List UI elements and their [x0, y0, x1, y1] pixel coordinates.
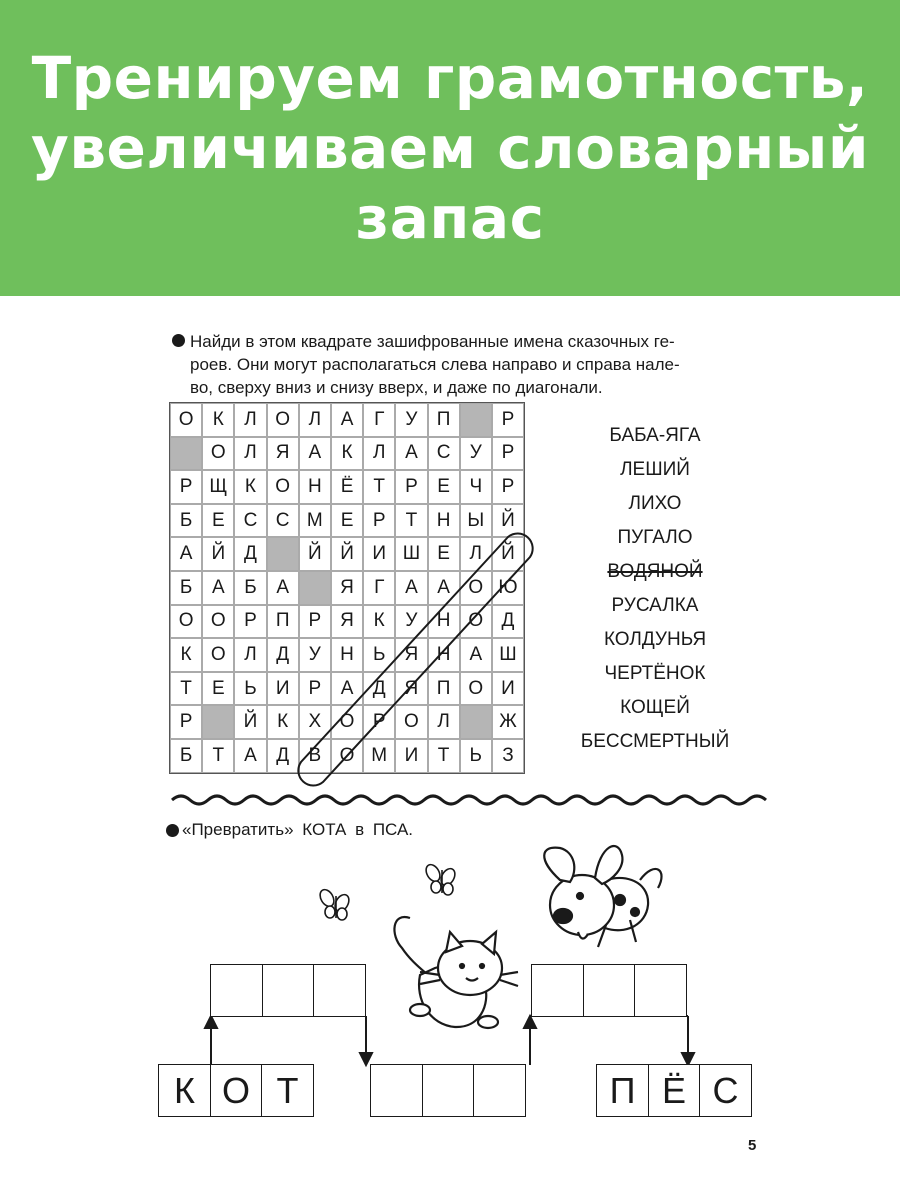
grid-cell: О	[331, 705, 363, 739]
grid-cell: Л	[428, 705, 460, 739]
letter-box: К	[158, 1064, 211, 1117]
grid-cell: Т	[363, 470, 395, 504]
grid-cell: Б	[170, 739, 202, 773]
answer-box[interactable]	[210, 964, 263, 1017]
grid-cell: Ж	[492, 705, 524, 739]
transform-arrows	[205, 1016, 694, 1065]
grid-cell: Х	[299, 705, 331, 739]
grid-cell: Р	[363, 705, 395, 739]
instruction-line: роев. Они могут располагаться слева направо и справа нале-	[190, 355, 680, 374]
word-list-item: КОЛДУНЬЯ	[603, 629, 707, 650]
grid-cell: М	[299, 504, 331, 538]
word-list-item: ПУГАЛО	[617, 527, 693, 548]
grid-cell: Ё	[331, 470, 363, 504]
grid-cell: Я	[395, 672, 427, 706]
word-list-item: КОЩЕЙ	[620, 697, 690, 718]
answer-box[interactable]	[531, 964, 584, 1017]
grid-cell: А	[234, 739, 266, 773]
grid-cell: О	[331, 739, 363, 773]
grid-cell: М	[363, 739, 395, 773]
grid-cell: Ш	[492, 638, 524, 672]
answer-box[interactable]	[583, 964, 636, 1017]
grid-cell: У	[460, 437, 492, 471]
grid-cell: Д	[234, 537, 266, 571]
grid-cell: Д	[363, 672, 395, 706]
instruction-line: Найди в этом квадрате зашифрованные имена сказочных ге-	[190, 332, 675, 351]
grid-cell: С	[234, 504, 266, 538]
grid-cell: А	[267, 571, 299, 605]
grid-cell: Я	[331, 605, 363, 639]
instruction-line: во, сверху вниз и снизу вверх, и даже по диагонали.	[190, 378, 603, 397]
grid-cell: И	[363, 537, 395, 571]
butterfly-icon	[423, 862, 457, 895]
grid-cell: П	[428, 672, 460, 706]
word-list-item: ЛИХО	[628, 493, 682, 514]
grid-cell: О	[460, 605, 492, 639]
grid-cell: Й	[331, 537, 363, 571]
grid-cell: Р	[170, 705, 202, 739]
grid-cell: Л	[234, 638, 266, 672]
grid-cell: О	[395, 705, 427, 739]
grid-cell: Л	[234, 437, 266, 471]
answer-box[interactable]	[634, 964, 687, 1017]
word-list	[565, 419, 745, 759]
grid-cell: О	[202, 638, 234, 672]
grid-cell: Ш	[395, 537, 427, 571]
task1-instruction	[190, 330, 750, 399]
grid-cell: К	[331, 437, 363, 471]
grid-cell: С	[267, 504, 299, 538]
word-list-item-struck: ВОДЯНОЙ	[607, 561, 703, 582]
grid-cell: К	[234, 470, 266, 504]
grid-cell-blank	[460, 403, 492, 437]
grid-cell: П	[428, 403, 460, 437]
grid-cell: У	[395, 605, 427, 639]
grid-cell: А	[395, 571, 427, 605]
header-title-line: запас	[355, 184, 545, 252]
grid-cell: О	[267, 403, 299, 437]
grid-cell: Р	[170, 470, 202, 504]
grid-cell: Н	[299, 470, 331, 504]
grid-cell: А	[428, 571, 460, 605]
wavy-divider	[172, 796, 766, 804]
grid-cell: Г	[363, 403, 395, 437]
word-search-grid	[169, 402, 525, 774]
grid-cell: Я	[331, 571, 363, 605]
grid-cell: Н	[428, 605, 460, 639]
word-list-item: ЛЕШИЙ	[620, 459, 690, 480]
grid-cell: Ь	[234, 672, 266, 706]
grid-cell: О	[170, 403, 202, 437]
start-word-boxes	[158, 1064, 314, 1117]
end-word-boxes	[596, 1064, 752, 1117]
grid-cell: Е	[331, 504, 363, 538]
grid-cell: И	[267, 672, 299, 706]
grid-cell: Б	[170, 571, 202, 605]
grid-cell: А	[460, 638, 492, 672]
grid-cell: Р	[492, 470, 524, 504]
upper-left-boxes	[210, 964, 366, 1017]
grid-cell: А	[202, 571, 234, 605]
letter-box: С	[699, 1064, 752, 1117]
grid-cell: С	[428, 437, 460, 471]
header-title-line: Тренируем грамотность,	[31, 44, 869, 112]
letter-box: П	[596, 1064, 649, 1117]
grid-cell: У	[299, 638, 331, 672]
grid-cell: Ь	[460, 739, 492, 773]
letter-box: Т	[261, 1064, 314, 1117]
answer-box[interactable]	[370, 1064, 423, 1117]
grid-cell: Т	[395, 504, 427, 538]
answer-box[interactable]	[313, 964, 366, 1017]
word-list-item: ЧЕРТЁНОК	[604, 663, 706, 684]
dog-icon	[544, 846, 661, 947]
word-list-item: РУСАЛКА	[611, 595, 699, 616]
grid-cell: Е	[428, 470, 460, 504]
grid-cell: Й	[202, 537, 234, 571]
grid-cell: И	[492, 672, 524, 706]
grid-cell: Б	[170, 504, 202, 538]
grid-cell: Р	[299, 605, 331, 639]
grid-cell: Й	[492, 537, 524, 571]
grid-cell: Д	[492, 605, 524, 639]
page-header	[0, 0, 900, 296]
butterfly-icon	[317, 887, 351, 920]
grid-cell: Д	[267, 739, 299, 773]
grid-cell: Л	[234, 403, 266, 437]
task2-instruction: «Превратить» КОТА в ПСА.	[182, 820, 414, 839]
grid-cell: Р	[234, 605, 266, 639]
grid-cell: З	[492, 739, 524, 773]
grid-cell: Ч	[460, 470, 492, 504]
grid-cell: У	[395, 403, 427, 437]
grid-cell: Ы	[460, 504, 492, 538]
grid-cell-blank	[460, 705, 492, 739]
grid-cell: Р	[363, 504, 395, 538]
grid-cell: Е	[202, 504, 234, 538]
grid-cell: Д	[267, 638, 299, 672]
grid-cell: Й	[492, 504, 524, 538]
grid-cell: О	[202, 437, 234, 471]
grid-cell: Р	[395, 470, 427, 504]
grid-cell: Л	[363, 437, 395, 471]
grid-cell: К	[363, 605, 395, 639]
grid-cell: А	[299, 437, 331, 471]
grid-cell: А	[331, 403, 363, 437]
header-title-line: увеличиваем словарный	[31, 114, 869, 182]
grid-cell: О	[460, 672, 492, 706]
middle-boxes	[370, 1064, 526, 1117]
grid-cell: Й	[299, 537, 331, 571]
bullet-icon	[172, 334, 185, 347]
answer-box[interactable]	[262, 964, 315, 1017]
grid-cell: Е	[428, 537, 460, 571]
grid-cell: К	[202, 403, 234, 437]
cat-icon	[394, 917, 518, 1028]
grid-cell: О	[267, 470, 299, 504]
grid-cell: Я	[267, 437, 299, 471]
grid-cell-blank	[267, 537, 299, 571]
answer-box[interactable]	[473, 1064, 526, 1117]
grid-cell: Л	[460, 537, 492, 571]
grid-cell: О	[170, 605, 202, 639]
grid-cell: И	[395, 739, 427, 773]
grid-cell: Й	[234, 705, 266, 739]
grid-cell: Т	[428, 739, 460, 773]
grid-cell: О	[460, 571, 492, 605]
grid-cell: А	[395, 437, 427, 471]
grid-cell: Щ	[202, 470, 234, 504]
grid-cell: А	[170, 537, 202, 571]
page-number: 5	[748, 1137, 757, 1154]
grid-cell: Я	[395, 638, 427, 672]
grid-cell: Н	[428, 638, 460, 672]
word-list-item: БАБА-ЯГА	[609, 425, 701, 446]
grid-cell: К	[267, 705, 299, 739]
grid-cell: Р	[492, 437, 524, 471]
grid-cell: Р	[299, 672, 331, 706]
grid-cell-blank	[299, 571, 331, 605]
grid-cell: Б	[234, 571, 266, 605]
grid-cell: Ю	[492, 571, 524, 605]
grid-cell: Н	[428, 504, 460, 538]
letter-box: Ё	[648, 1064, 701, 1117]
grid-cell: Е	[202, 672, 234, 706]
bullet-icon	[166, 824, 179, 837]
letter-box: О	[210, 1064, 263, 1117]
grid-cell: Р	[492, 403, 524, 437]
grid-cell: О	[202, 605, 234, 639]
grid-cell: А	[331, 672, 363, 706]
upper-right-boxes	[531, 964, 687, 1017]
word-list-item: БЕССМЕРТНЫЙ	[580, 731, 730, 752]
grid-cell: Г	[363, 571, 395, 605]
grid-cell: П	[267, 605, 299, 639]
answer-box[interactable]	[422, 1064, 475, 1117]
grid-cell-blank	[202, 705, 234, 739]
grid-cell: Ь	[363, 638, 395, 672]
grid-cell: К	[170, 638, 202, 672]
grid-cell: Л	[299, 403, 331, 437]
grid-cell-blank	[170, 437, 202, 471]
grid-cell: Т	[202, 739, 234, 773]
grid-cell: Т	[170, 672, 202, 706]
grid-cell: Н	[331, 638, 363, 672]
grid-cell: В	[299, 739, 331, 773]
